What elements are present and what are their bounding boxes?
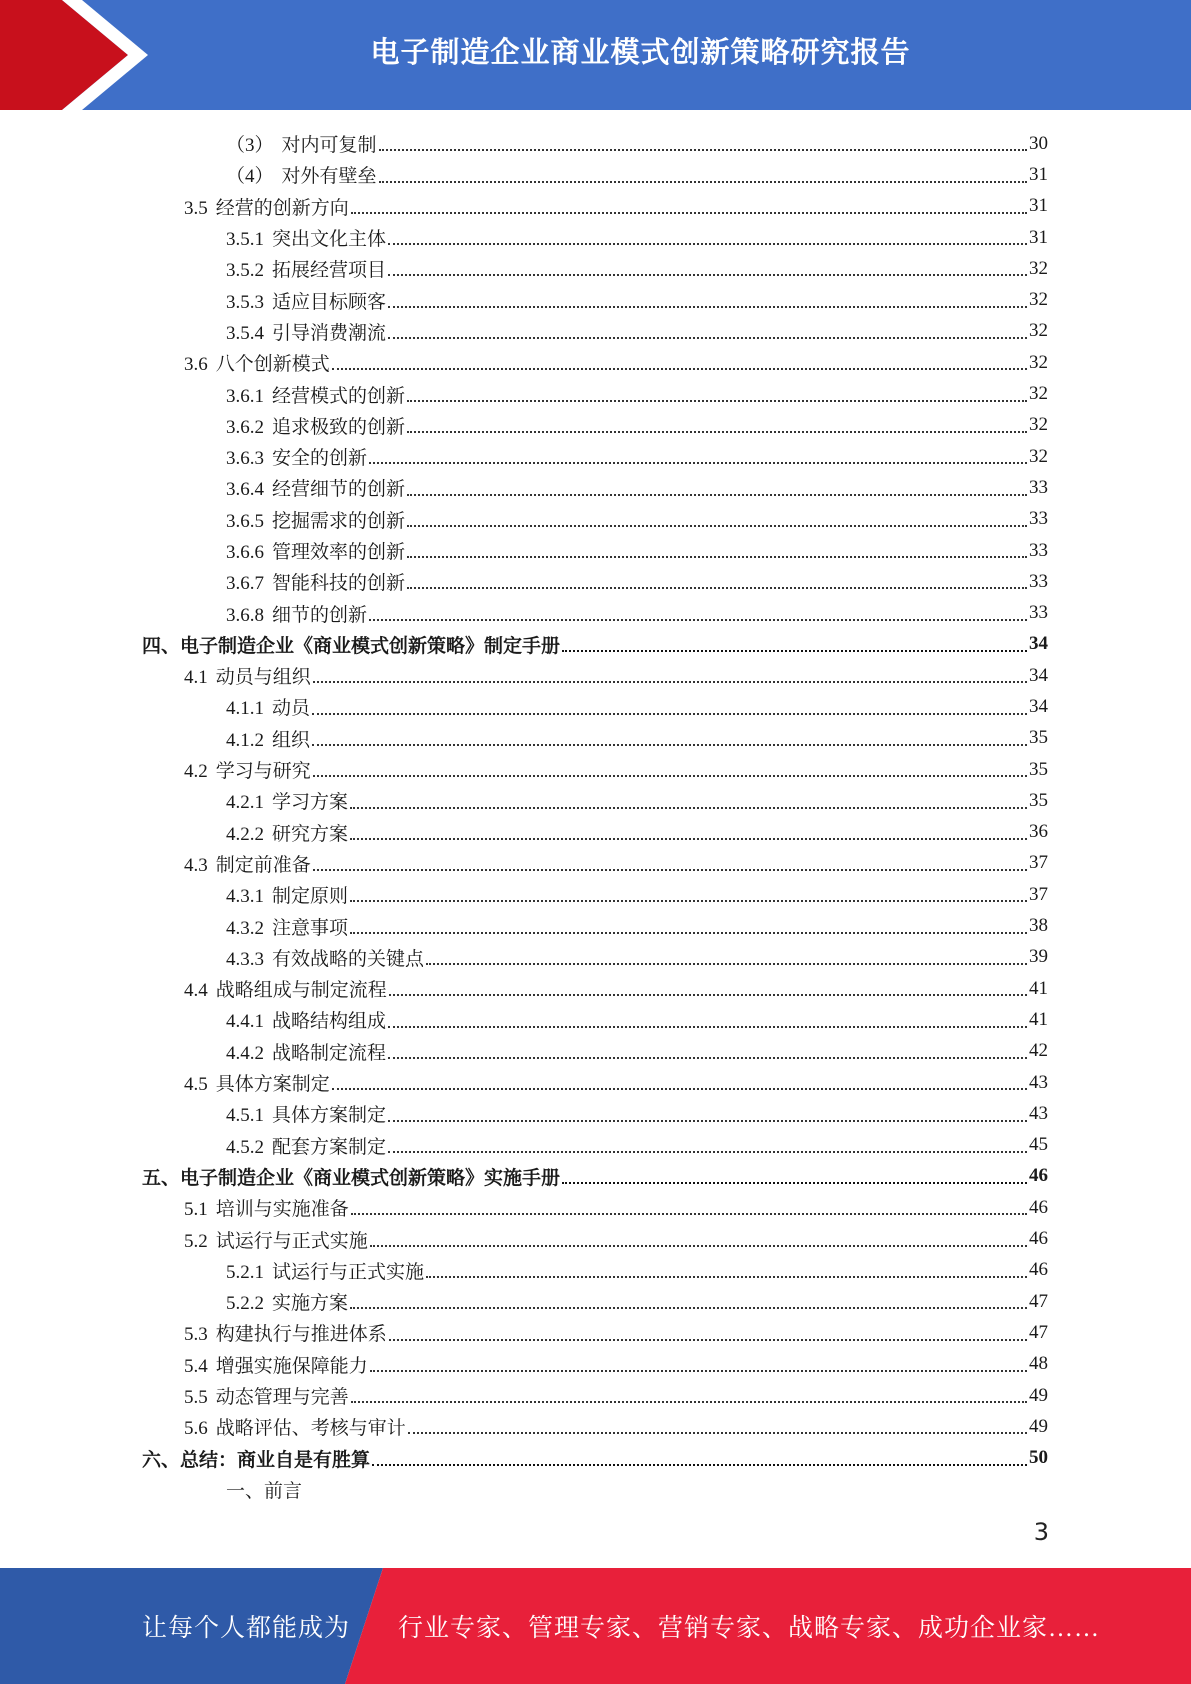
toc-entry-number: 3.6.4: [226, 479, 264, 501]
toc-entry-title: 动态管理与完善: [215, 1387, 349, 1409]
toc-entry-number: 3.6: [184, 354, 208, 376]
toc-entry-number: 4.2: [184, 761, 208, 783]
toc-entry-label: [226, 600, 367, 627]
toc-entry-number: 4.2.2: [226, 823, 264, 845]
toc-entry-label: [226, 1257, 424, 1284]
toc-entry-number: 3.5: [184, 197, 208, 219]
toc-entry-title: 六、总结：商业自是有胜算: [142, 1449, 371, 1471]
toc-dot-leader: [332, 1088, 1027, 1090]
toc-dot-leader: [350, 838, 1027, 840]
toc-entry-page: 41: [1029, 1008, 1048, 1030]
toc-entry-number: 5.2.1: [226, 1261, 264, 1283]
toc-entry[interactable]: [142, 378, 1048, 409]
toc-entry-page: 32: [1029, 383, 1048, 405]
toc-dot-leader: [407, 556, 1027, 558]
toc-entry-label: [226, 287, 386, 314]
toc-entry-page: 32: [1029, 445, 1048, 467]
toc-entry-title: 四、电子制造企业《商业模式创新策略》制定手册: [142, 635, 561, 657]
toc-entry-number: 3.6.8: [226, 604, 264, 626]
toc-entry[interactable]: [142, 817, 1048, 848]
toc-entry-page: 31: [1029, 163, 1048, 185]
toc-entry-title: 学习方案: [272, 792, 349, 814]
toc-entry-label: [226, 506, 405, 533]
toc-entry-label: [226, 1006, 386, 1033]
toc-entry-label: [142, 1163, 560, 1190]
toc-entry-label: [184, 1319, 387, 1346]
toc-entry-page: 39: [1029, 946, 1048, 968]
toc-entry-number: 4.3.2: [226, 917, 264, 939]
toc-entry-label: [226, 1132, 386, 1159]
footer-slogan-right: 行业专家、管理专家、营销专家、战略专家、成功企业家……: [398, 1615, 1101, 1642]
toc-dot-leader: [312, 744, 1027, 746]
toc-entry[interactable]: [142, 723, 1048, 754]
toc-entry-title: 五、电子制造企业《商业模式创新策略》实施手册: [142, 1167, 561, 1189]
toc-dot-leader: [388, 1057, 1027, 1059]
toc-entry-title: 配套方案制定: [272, 1136, 387, 1158]
toc-entry-label: [226, 819, 348, 846]
toc-entry-label: [226, 1476, 302, 1503]
toc-entry-number: 4.1.2: [226, 729, 264, 751]
toc-entry-number: 4.3.3: [226, 948, 264, 970]
toc-dot-leader: [408, 1432, 1027, 1434]
toc-entry[interactable]: [142, 1130, 1048, 1161]
toc-entry-page: 33: [1029, 508, 1048, 530]
toc-entry-label: [184, 1226, 368, 1253]
toc-entry-page: 46: [1029, 1228, 1048, 1250]
toc-entry-label: [226, 318, 386, 345]
toc-entry-label: [226, 944, 424, 971]
toc-entry[interactable]: [142, 1161, 1048, 1192]
toc-entry-number: 5.5: [184, 1387, 208, 1409]
toc-entry-number: 3.6.2: [226, 416, 264, 438]
toc-entry-label: [226, 881, 348, 908]
toc-entry-title: 战略评估、考核与审计: [215, 1418, 406, 1440]
toc-entry-title: 具体方案制定: [215, 1074, 330, 1096]
toc-entry[interactable]: [142, 1442, 1048, 1473]
toc-entry-number: 4.5: [184, 1074, 208, 1096]
toc-dot-leader: [370, 1370, 1027, 1372]
toc-entry[interactable]: [142, 973, 1048, 1004]
toc-dot-leader: [407, 431, 1027, 433]
toc-entry[interactable]: [142, 566, 1048, 597]
toc-entry-number: 5.2: [184, 1230, 208, 1252]
toc-entry-label: [184, 193, 349, 220]
toc-entry-page: 46: [1029, 1259, 1048, 1281]
toc-entry-number: 4.4: [184, 980, 208, 1002]
toc-entry[interactable]: [142, 1474, 1048, 1505]
toc-dot-leader: [426, 1276, 1027, 1278]
toc-entry-label: [226, 443, 367, 470]
toc-entry-label: [184, 662, 311, 689]
toc-entry-title: 动员: [272, 698, 311, 720]
toc-entry-page: 49: [1029, 1384, 1048, 1406]
toc-entry-page: 32: [1029, 414, 1048, 436]
toc-dot-leader: [389, 994, 1027, 996]
toc-dot-leader: [388, 1151, 1027, 1153]
toc-entry-page: 32: [1029, 351, 1048, 373]
toc-entry-label: [226, 725, 310, 752]
toc-entry-label: [226, 1288, 348, 1315]
toc-entry-page: 46: [1029, 1165, 1048, 1187]
toc-entry-label: [226, 568, 405, 595]
toc-entry-page: 38: [1029, 915, 1048, 937]
toc-entry-page: 45: [1029, 1134, 1048, 1156]
toc-entry-title: 对外有壁垒: [281, 166, 377, 188]
toc-entry-title: 战略组成与制定流程: [215, 980, 387, 1002]
toc-entry-label: [184, 1194, 349, 1221]
toc-dot-leader: [388, 337, 1027, 339]
toc-entry[interactable]: [142, 472, 1048, 503]
toc-entry-title: 适应目标顾客: [272, 291, 387, 313]
toc-entry-page: 31: [1029, 226, 1048, 248]
toc-entry[interactable]: [142, 128, 1048, 159]
toc-entry-title: 学习与研究: [215, 761, 311, 783]
toc-entry-page: 33: [1029, 476, 1048, 498]
toc-entry-number: 4.3.1: [226, 886, 264, 908]
toc-entry[interactable]: [142, 1067, 1048, 1098]
toc-dot-leader: [389, 1339, 1027, 1341]
toc-entry[interactable]: [142, 1349, 1048, 1380]
toc-entry-label: [226, 474, 405, 501]
toc-dot-leader: [407, 494, 1027, 496]
toc-entry-label: [184, 1413, 406, 1440]
toc-dot-leader: [372, 1464, 1027, 1466]
toc-entry-title: 有效战略的关键点: [272, 948, 425, 970]
page-footer: [0, 1568, 1191, 1684]
toc-dot-leader: [388, 306, 1027, 308]
toc-entry[interactable]: [142, 410, 1048, 441]
toc-entry-title: 管理效率的创新: [272, 542, 406, 563]
toc-dot-leader: [379, 181, 1027, 183]
toc-entry-number: 4.2.1: [226, 792, 264, 814]
toc-entry-label: [226, 1038, 386, 1065]
toc-entry-page: 30: [1029, 132, 1048, 154]
toc-entry-page: 46: [1029, 1196, 1048, 1218]
toc-entry-label: [184, 1069, 330, 1096]
toc-entry-title: 拓展经营项目: [272, 260, 387, 282]
toc-dot-leader: [312, 713, 1027, 715]
toc-entry-page: 31: [1029, 195, 1048, 217]
toc-entry[interactable]: [142, 785, 1048, 816]
toc-entry-label: [226, 787, 348, 814]
toc-entry-page: 32: [1029, 320, 1048, 342]
toc-entry-number: 3.6.6: [226, 542, 264, 563]
toc-entry-label: [226, 161, 377, 188]
toc-entry-page: 33: [1029, 602, 1048, 624]
toc-entry-label: [184, 1382, 349, 1409]
toc-entry-page: 37: [1029, 883, 1048, 905]
toc-entry-page: 35: [1029, 727, 1048, 749]
toc-entry-title: 经营细节的创新: [272, 479, 406, 501]
toc-entry-page: 48: [1029, 1353, 1048, 1375]
toc-entry-title: 制定原则: [272, 886, 349, 908]
toc-entry-label: [226, 693, 310, 720]
toc-entry[interactable]: [142, 1192, 1048, 1223]
toc-entry-page: 50: [1029, 1447, 1048, 1469]
toc-entry[interactable]: [142, 284, 1048, 315]
toc-entry[interactable]: [142, 597, 1048, 628]
toc-entry-label: [226, 412, 405, 439]
toc-entry-number: 4.1: [184, 667, 208, 689]
toc-entry-page: 47: [1029, 1321, 1048, 1343]
toc-dot-leader: [350, 900, 1027, 902]
toc-entry-title: 挖掘需求的创新: [272, 510, 406, 532]
toc-entry-label: [184, 1351, 368, 1378]
toc-entry-title: 组织: [272, 729, 311, 751]
toc-entry-number: 5.6: [184, 1418, 208, 1440]
toc-entry-title: 对内可复制: [281, 135, 377, 157]
toc-dot-leader: [407, 400, 1027, 402]
toc-dot-leader: [388, 274, 1027, 276]
toc-entry-page: 33: [1029, 539, 1048, 561]
toc-entry[interactable]: [142, 848, 1048, 879]
toc-entry[interactable]: [142, 879, 1048, 910]
toc-dot-leader: [351, 212, 1027, 214]
toc-dot-leader: [351, 1213, 1027, 1215]
toc-entry-title: 智能科技的创新: [272, 573, 406, 595]
toc-entry-title: 八个创新模式: [215, 354, 330, 376]
toc-entry-title: 实施方案: [272, 1293, 349, 1315]
toc-entry-number: 3.5.4: [226, 322, 264, 344]
toc-entry[interactable]: [142, 1098, 1048, 1129]
toc-entry[interactable]: [142, 441, 1048, 472]
toc-entry-title: 动员与组织: [215, 667, 311, 689]
toc-entry-number: 3.5.1: [226, 229, 264, 251]
toc-entry-label: [142, 1445, 370, 1472]
toc-dot-leader: [350, 807, 1027, 809]
toc-entry-page: 43: [1029, 1071, 1048, 1093]
toc-dot-leader: [350, 1307, 1027, 1309]
toc-dot-leader: [313, 775, 1027, 777]
toc-entry-page: 35: [1029, 758, 1048, 780]
toc-entry-title: 追求极致的创新: [272, 416, 406, 438]
toc-entry-number: 4.1.1: [226, 698, 264, 720]
toc-entry[interactable]: [142, 1380, 1048, 1411]
toc-entry[interactable]: [142, 253, 1048, 284]
toc-dot-leader: [426, 963, 1027, 965]
toc-entry-page: 34: [1029, 695, 1048, 717]
toc-entry-number: （3）: [226, 135, 274, 157]
toc-entry-page: 42: [1029, 1040, 1048, 1062]
toc-dot-leader: [369, 619, 1027, 621]
toc-dot-leader: [407, 587, 1027, 589]
toc-entry-number: 5.1: [184, 1199, 208, 1221]
toc-entry-page: 47: [1029, 1290, 1048, 1312]
toc-entry-number: 5.2.2: [226, 1293, 264, 1315]
header-chevron-decoration: [0, 0, 160, 110]
footer-slogan-left: 让每个人都能成为: [142, 1615, 351, 1642]
toc-entry-title: 研究方案: [272, 823, 349, 845]
toc-entry-label: [226, 913, 348, 940]
toc-dot-leader: [388, 1120, 1027, 1122]
toc-dot-leader: [313, 681, 1027, 683]
table-of-contents: [142, 128, 1048, 1505]
toc-entry[interactable]: [142, 660, 1048, 691]
toc-entry-number: 3.6.3: [226, 448, 264, 470]
toc-entry-page: 36: [1029, 821, 1048, 843]
toc-entry[interactable]: [142, 1317, 1048, 1348]
toc-entry-number: 3.5.3: [226, 291, 264, 313]
toc-entry-number: 5.3: [184, 1324, 208, 1346]
toc-entry[interactable]: [142, 316, 1048, 347]
toc-entry-label: [184, 975, 387, 1002]
toc-entry-number: 4.5.2: [226, 1136, 264, 1158]
toc-entry-number: 4.5.1: [226, 1105, 264, 1127]
toc-entry-page: 32: [1029, 257, 1048, 279]
toc-entry-title: 安全的创新: [272, 448, 368, 470]
toc-entry-label: [226, 130, 377, 157]
toc-entry-number: 4.3: [184, 854, 208, 876]
toc-entry-page: 34: [1029, 633, 1048, 655]
toc-entry[interactable]: [142, 629, 1048, 660]
toc-entry-title: 具体方案制定: [272, 1105, 387, 1127]
toc-entry-title: 增强实施保障能力: [215, 1355, 368, 1377]
toc-entry-title: 制定前准备: [215, 854, 311, 876]
page-number: 3: [1033, 1518, 1049, 1546]
toc-entry-page: 41: [1029, 977, 1048, 999]
toc-entry-title: 注意事项: [272, 917, 349, 939]
toc-entry[interactable]: [142, 1255, 1048, 1286]
toc-dot-leader: [350, 932, 1027, 934]
toc-entry-number: 3.6.5: [226, 510, 264, 532]
toc-dot-leader: [388, 243, 1027, 245]
toc-entry-title: 经营的创新方向: [215, 197, 349, 219]
toc-entry[interactable]: [142, 942, 1048, 973]
toc-entry-title: 战略结构组成: [272, 1011, 387, 1033]
toc-entry[interactable]: [142, 1004, 1048, 1035]
toc-entry-title: 经营模式的创新: [272, 385, 406, 407]
document-title: 电子制造企业商业模式创新策略研究报告: [370, 34, 911, 69]
page-header: [0, 0, 1191, 110]
toc-entry-number: 3.6.1: [226, 385, 264, 407]
toc-entry[interactable]: [142, 691, 1048, 722]
toc-dot-leader: [407, 525, 1027, 527]
toc-entry-page: 35: [1029, 789, 1048, 811]
toc-dot-leader: [562, 650, 1027, 652]
toc-entry-title: 试运行与正式实施: [272, 1261, 425, 1283]
toc-entry[interactable]: [142, 347, 1048, 378]
toc-entry-label: [226, 255, 386, 282]
toc-entry-page: 34: [1029, 664, 1048, 686]
toc-entry[interactable]: [142, 1411, 1048, 1442]
toc-dot-leader: [388, 1026, 1027, 1028]
toc-entry[interactable]: [142, 222, 1048, 253]
toc-entry[interactable]: [142, 1286, 1048, 1317]
toc-entry-number: 3.6.7: [226, 573, 264, 595]
toc-entry-title: 一、前言: [226, 1480, 303, 1502]
toc-entry-number: 4.4.1: [226, 1011, 264, 1033]
toc-entry[interactable]: [142, 754, 1048, 785]
toc-dot-leader: [313, 869, 1027, 871]
toc-entry-label: [226, 224, 386, 251]
toc-entry[interactable]: [142, 1223, 1048, 1254]
toc-entry-title: 战略制定流程: [272, 1042, 387, 1064]
toc-entry[interactable]: [142, 191, 1048, 222]
toc-entry-page: 49: [1029, 1415, 1048, 1437]
toc-dot-leader: [351, 1401, 1027, 1403]
toc-entry-title: 培训与实施准备: [215, 1199, 349, 1221]
toc-entry-number: 3.5.2: [226, 260, 264, 282]
toc-entry-page: 33: [1029, 570, 1048, 592]
toc-dot-leader: [332, 368, 1027, 370]
toc-entry-page: 43: [1029, 1102, 1048, 1124]
toc-entry-title: 构建执行与推进体系: [215, 1324, 387, 1346]
toc-entry[interactable]: [142, 159, 1048, 190]
toc-entry-number: （4）: [226, 166, 274, 188]
toc-entry-label: [226, 1100, 386, 1127]
toc-entry-title: 突出文化主体: [272, 229, 387, 251]
toc-entry-label: [184, 756, 311, 783]
toc-entry-label: [184, 349, 330, 376]
toc-dot-leader: [562, 1182, 1027, 1184]
toc-entry-label: [226, 537, 405, 564]
toc-entry-title: 引导消费潮流: [272, 322, 387, 344]
toc-dot-leader: [369, 462, 1027, 464]
toc-entry-title: 细节的创新: [272, 604, 368, 626]
toc-entry-number: 5.4: [184, 1355, 208, 1377]
toc-entry-number: 4.4.2: [226, 1042, 264, 1064]
toc-entry-label: [142, 631, 560, 658]
toc-dot-leader: [379, 149, 1027, 151]
toc-dot-leader: [370, 1245, 1027, 1247]
toc-entry-page: 37: [1029, 852, 1048, 874]
toc-entry-label: [184, 850, 311, 877]
toc-entry[interactable]: [142, 535, 1048, 566]
toc-entry-label: [226, 381, 405, 408]
toc-entry-title: 试运行与正式实施: [215, 1230, 368, 1252]
toc-entry-page: 32: [1029, 289, 1048, 311]
toc-entry[interactable]: [142, 1036, 1048, 1067]
toc-entry[interactable]: [142, 910, 1048, 941]
toc-entry[interactable]: [142, 504, 1048, 535]
